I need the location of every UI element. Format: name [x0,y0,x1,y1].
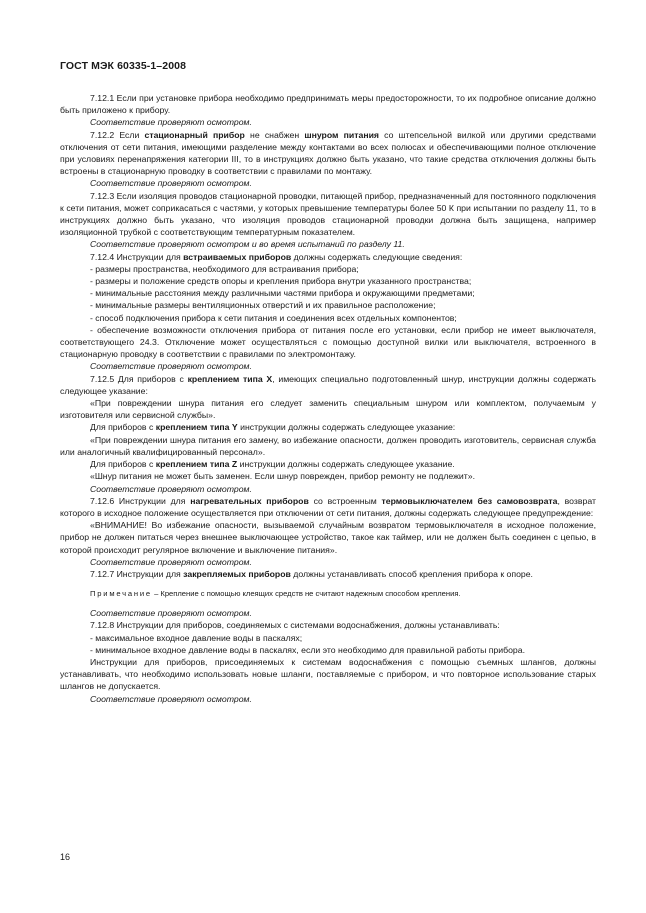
list-item: - размеры пространства, необходимого для встраивания прибора; [90,263,359,274]
hoses-paragraph: Инструкции для приборов, присоединяемых к системам водоснабжения с помощью съемных шлангов, должны устанавливать, что необходимо использовать новые шланги, поставляемые с прибором, и что повторное использование старых шлангов не допускается. [60,656,596,692]
term-heating-appliances: нагревательных приборов [190,495,309,506]
compliance-check: Соответствие проверяют осмотром. [90,693,252,704]
compliance-check: Соответствие проверяют осмотром. [90,483,252,494]
compliance-check: Соответствие проверяют осмотром. [90,178,252,189]
term-type-y-attachment: креплением типа Y [155,422,238,433]
list-item: - минимальные размеры вентиляционных отверстий и их правильное расположение; [90,300,436,311]
document-header: ГОСТ МЭК 60335-1–2008 [60,60,187,72]
compliance-check-with-tests: Соответствие проверяют осмотром и во время испытаний по разделу 11. [90,239,405,250]
term-non-self-resetting-cutout: термовыключателем без самовозврата [381,495,558,506]
term-type-z-attachment: креплением типа Z [155,459,238,470]
type-y-paragraph: Для приборов с креплением типа Y инструкции должны содержать следующее указание: [90,422,456,433]
document-body [60,92,596,705]
term-stationary-appliance: стационарный прибор [144,129,245,140]
compliance-check: Соответствие проверяют осмотром. [90,556,252,567]
term-built-in-appliances: встраиваемых приборов [183,251,292,262]
term-supply-cord: шнуром питания [304,129,379,140]
note [60,588,596,599]
clause-7-12-4: 7.12.4 Инструкции для встраиваемых приборов должны содержать следующие сведения: [90,251,463,262]
compliance-check: Соответствие проверяют осмотром. [90,361,252,372]
list-item: - обеспечение возможности отключения прибора от питания после его установки, если прибор не имеет выключателя, соответствующего 24.3. Отключение может осуществляться с помощью доступной вилки или выключателя, встроенного в стационарную проводку в соответствии с правилами по электромонтажу. [60,324,596,360]
warning-quote: «ВНИМАНИЕ! Во избежание опасности, вызываемой случайным возвратом термовыключателя в исходное положение, прибор не должен питаться через внешнее выключающее устройство, такое как таймер, или не должен быть соединен с цепью, в которой происходит регулярное включение и выключение питания». [60,520,596,555]
type-z-paragraph: Для приборов с креплением типа Z инструкции должны содержать следующее указание. [90,459,455,470]
clause-7-12-5: 7.12.5 Для приборов с креплением типа X, имеющих специально подготовленный шнур, инструкции должны содержать следующее указание: [60,373,596,396]
page-number: 16 [60,852,71,862]
term-type-x-attachment: креплением типа X [187,373,273,384]
quote-type-z: «Шнур питания не может быть заменен. Если шнур поврежден, прибор ремонту не подлежит». [90,471,476,482]
list-item: - минимальное входное давление воды в паскалях, если это необходимо для правильной работы прибора. [90,644,526,655]
note-label: Примечание [90,589,152,599]
quote-type-y: «При повреждении шнура питания его замену, во избежание опасности, должен проводить изготовитель, сервисная служба или аналогичный квалифицированный персонал». [60,434,596,457]
list-item: - максимальное входное давление воды в паскалях; [90,632,303,643]
compliance-check: Соответствие проверяют осмотром. [90,608,252,619]
list-item: - размеры и положение средств опоры и крепления прибора внутри указанного пространства; [90,276,472,287]
note-text: – Крепление с помощью клеящих средств не считают надежным способом крепления. [151,589,461,599]
quote-type-x: «При повреждении шнура питания его следует заменить специальным шнуром или комплектом, получаемым у изготовителя или сервисной службы». [60,398,596,421]
compliance-check: Соответствие проверяют осмотром. [90,117,252,128]
term-fixed-appliances: закрепляемых приборов [183,568,291,579]
list-item: - способ подключения прибора к сети питания и соединения всех отдельных компонентов; [90,312,457,323]
clause-7-12-3: 7.12.3 Если изоляция проводов стационарной проводки, питающей прибор, предназначенный для постоянного подключения к сети питания, может соприкасаться с частями, у которых превышение температуры более 50 К при испытании по разделу 11, то в инструкциях должно быть указано, что изоляция проводов стационарной проводки должна быть защищена, например изоляционной трубкой с соответствующим температурным показателем. [60,190,596,238]
clause-7-12-2: 7.12.2 Если стационарный прибор не снабжен шнуром питания со штепсельной вилкой или другими средствами отключения от сети питания, имеющими разделение между контактами во всех полюсах и обеспечивающими полное отключение при условиях перенапряжения категории III, то в инструкциях должно быть указано, что такие средства отключения должны быть встроены в стационарную проводку в соответствии с правилами по монтажу. [60,129,596,177]
clause-7-12-6: 7.12.6 Инструкции для нагревательных приборов со встроенным термовыключателем без самовозврата, возврат которого в исходное положение осуществляется при отключении от сети питания, должны содержать следующее предупреждение: [60,495,596,518]
list-item: - минимальные расстояния между различными частями прибора и окружающими предметами; [90,288,475,299]
clause-7-12-1: 7.12.1 Если при установке прибора необходимо предпринимать меры предосторожности, то их подробное описание должно быть приложено к прибору. [60,93,596,116]
clause-7-12-8: 7.12.8 Инструкции для приборов, соединяемых с системами водоснабжения, должны устанавливать: [90,620,500,631]
clause-7-12-7: 7.12.7 Инструкции для закрепляемых приборов должны устанавливать способ крепления прибора к опоре. [90,568,533,579]
